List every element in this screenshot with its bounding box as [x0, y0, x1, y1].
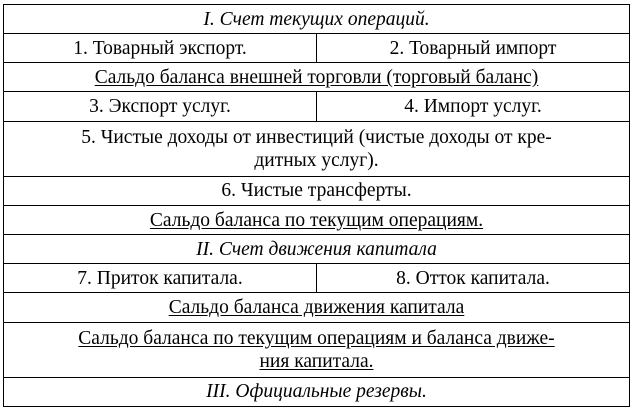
capital-inflow-cell: 7. Приток капитала. [4, 264, 317, 293]
combined-balance-line-2: ния капитала. [259, 350, 374, 372]
capital-balance-cell [4, 293, 630, 322]
net-transfers-cell: 6. Чистые трансферты. [4, 176, 630, 205]
goods-import-cell: 2. Товарный импорт [317, 34, 630, 63]
services-import-cell: 4. Импорт услуг. [317, 92, 630, 121]
combined-balance-cell [4, 322, 630, 377]
capital-balance-text: Сальдо баланса движения капитала [168, 296, 465, 318]
capital-outflow-cell: 8. Отток капитала. [317, 264, 630, 293]
net-investment-income-line-1: 5. Чистые доходы от инвестиций (чистые доходы от кре- [81, 126, 552, 148]
net-investment-income-line-2: дитных услуг). [254, 149, 379, 171]
current-balance-cell [4, 205, 630, 234]
services-export-cell: 3. Экспорт услуг. [4, 92, 317, 121]
balance-of-payments-table [3, 4, 630, 407]
trade-balance-text: Сальдо баланса внешней торговли (торговый баланс) [94, 66, 539, 88]
net-investment-income-cell [4, 121, 630, 176]
goods-export-cell: 1. Товарный экспорт. [4, 34, 317, 63]
trade-balance-cell [4, 63, 630, 92]
current-balance-text: Сальдо баланса по текущим операциям. [149, 209, 484, 231]
official-reserves-header: III. Официальные резервы. [4, 377, 630, 406]
current-account-header: I. Счет текущих операций. [4, 5, 630, 34]
capital-account-header: II. Счет движения капитала [4, 235, 630, 264]
combined-balance-line-1: Сальдо баланса по текущим операциям и баланса движе- [78, 327, 555, 349]
